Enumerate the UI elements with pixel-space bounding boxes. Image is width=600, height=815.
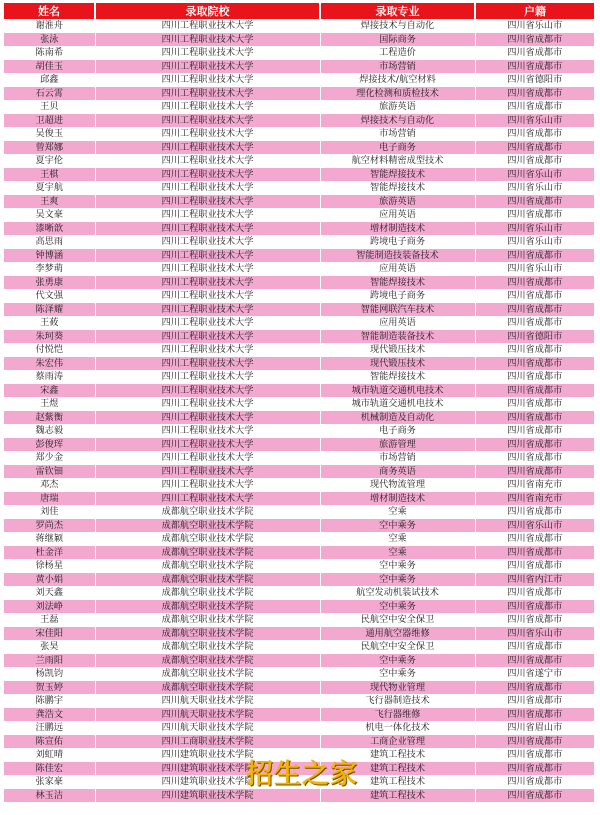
cell-major: 旅游管理 <box>320 438 475 452</box>
cell-name: 龚浩文 <box>4 708 95 722</box>
cell-name: 赵紫衡 <box>4 411 95 425</box>
cell-school: 四川工程职业技术大学 <box>95 303 320 317</box>
cell-name: 杨凯钧 <box>4 667 95 681</box>
cell-name: 王爽 <box>4 195 95 209</box>
cell-name: 汪鹏远 <box>4 721 95 735</box>
cell-school: 四川工程职业技术大学 <box>95 208 320 222</box>
table-row <box>4 721 594 735</box>
table-row <box>4 87 594 101</box>
table-row <box>4 357 594 371</box>
table-row <box>4 303 594 317</box>
cell-school: 成都航空职业技术学院 <box>95 640 320 654</box>
table-row <box>4 235 594 249</box>
cell-school: 四川工程职业技术大学 <box>95 451 320 465</box>
cell-name: 林玉洁 <box>4 789 95 803</box>
cell-school: 成都航空职业技术学院 <box>95 505 320 519</box>
cell-hometown: 四川省成都市 <box>475 303 594 317</box>
cell-hometown: 四川省成都市 <box>475 384 594 398</box>
cell-name: 吴俊玉 <box>4 127 95 141</box>
cell-school: 四川航天职业技术学院 <box>95 721 320 735</box>
cell-major: 空乘 <box>320 532 475 546</box>
cell-major: 旅游英语 <box>320 195 475 209</box>
cell-major: 市场营销 <box>320 60 475 74</box>
cell-name: 宋佳阳 <box>4 627 95 641</box>
cell-name: 雷钦钿 <box>4 465 95 479</box>
cell-school: 成都航空职业技术学院 <box>95 586 320 600</box>
cell-school: 成都航空职业技术学院 <box>95 613 320 627</box>
cell-name: 刘法峥 <box>4 600 95 614</box>
table-row <box>4 100 594 114</box>
cell-major: 民航空中安全保卫 <box>320 640 475 654</box>
cell-hometown: 四川省成都市 <box>475 370 594 384</box>
admission-table <box>4 3 594 802</box>
cell-major: 电子商务 <box>320 424 475 438</box>
header-major: 录取专业 <box>320 3 475 19</box>
cell-name: 陈南希 <box>4 46 95 60</box>
table-row <box>4 627 594 641</box>
cell-school: 四川工程职业技术大学 <box>95 424 320 438</box>
cell-major: 空中乘务 <box>320 600 475 614</box>
cell-hometown: 四川省成都市 <box>475 154 594 168</box>
cell-school: 四川工程职业技术大学 <box>95 397 320 411</box>
table-row <box>4 127 594 141</box>
cell-hometown: 四川省成都市 <box>475 748 594 762</box>
cell-name: 徐杨星 <box>4 559 95 573</box>
cell-name: 张勇康 <box>4 276 95 290</box>
cell-hometown: 四川省成都市 <box>475 100 594 114</box>
cell-hometown: 四川省成都市 <box>475 613 594 627</box>
cell-school: 四川工程职业技术大学 <box>95 73 320 87</box>
cell-name: 刘佳 <box>4 505 95 519</box>
cell-name: 高思雨 <box>4 235 95 249</box>
cell-major: 跨境电子商务 <box>320 289 475 303</box>
cell-name: 陈泽耀 <box>4 303 95 317</box>
cell-major: 城市轨道交通机电技术 <box>320 384 475 398</box>
table-row <box>4 114 594 128</box>
cell-name: 李梦萌 <box>4 262 95 276</box>
cell-hometown: 四川省成都市 <box>475 289 594 303</box>
cell-school: 四川工程职业技术大学 <box>95 168 320 182</box>
cell-name: 郑少金 <box>4 451 95 465</box>
cell-major: 现代物流管理 <box>320 478 475 492</box>
cell-hometown: 四川省乐山市 <box>475 235 594 249</box>
table-row <box>4 262 594 276</box>
cell-hometown: 四川省成都市 <box>475 586 594 600</box>
table-row <box>4 438 594 452</box>
cell-school: 四川工程职业技术大学 <box>95 478 320 492</box>
cell-name: 贺玉婷 <box>4 681 95 695</box>
cell-name: 夏宇航 <box>4 181 95 195</box>
table-row <box>4 370 594 384</box>
cell-hometown: 四川省德阳市 <box>475 330 594 344</box>
cell-hometown: 四川省乐山市 <box>475 519 594 533</box>
cell-major: 现代锻压技术 <box>320 343 475 357</box>
cell-school: 四川工程职业技术大学 <box>95 316 320 330</box>
cell-school: 成都航空职业技术学院 <box>95 573 320 587</box>
cell-major: 工商企业管理 <box>320 735 475 749</box>
cell-major: 建筑工程技术 <box>320 775 475 789</box>
table-row <box>4 397 594 411</box>
cell-school: 四川建筑职业技术学院 <box>95 748 320 762</box>
cell-school: 四川工程职业技术大学 <box>95 141 320 155</box>
cell-name: 朱珂葵 <box>4 330 95 344</box>
cell-name: 谢淮舟 <box>4 19 95 33</box>
cell-name: 张家豪 <box>4 775 95 789</box>
table-row <box>4 46 594 60</box>
table-row <box>4 586 594 600</box>
table-row <box>4 600 594 614</box>
cell-school: 四川工程职业技术大学 <box>95 100 320 114</box>
cell-hometown: 四川省成都市 <box>475 424 594 438</box>
cell-name: 曾郑娜 <box>4 141 95 155</box>
cell-school: 四川工程职业技术大学 <box>95 114 320 128</box>
cell-school: 成都航空职业技术学院 <box>95 546 320 560</box>
cell-name: 蒋继颖 <box>4 532 95 546</box>
cell-school: 成都航空职业技术学院 <box>95 654 320 668</box>
cell-school: 四川工程职业技术大学 <box>95 154 320 168</box>
table-row <box>4 505 594 519</box>
table-row <box>4 478 594 492</box>
cell-major: 空中乘务 <box>320 654 475 668</box>
cell-major: 应用英语 <box>320 208 475 222</box>
table-row <box>4 573 594 587</box>
cell-name: 卫超进 <box>4 114 95 128</box>
cell-major: 飞行器制造技术 <box>320 694 475 708</box>
cell-major: 智能制造装备技术 <box>320 330 475 344</box>
cell-major: 民航空中安全保卫 <box>320 613 475 627</box>
cell-hometown: 四川省成都市 <box>475 411 594 425</box>
cell-major: 建筑工程技术 <box>320 748 475 762</box>
cell-school: 成都航空职业技术学院 <box>95 681 320 695</box>
cell-school: 四川工程职业技术大学 <box>95 343 320 357</box>
table-row <box>4 222 594 236</box>
cell-name: 蔡雨涛 <box>4 370 95 384</box>
cell-hometown: 四川省成都市 <box>475 249 594 263</box>
cell-major: 市场营销 <box>320 127 475 141</box>
cell-school: 成都航空职业技术学院 <box>95 667 320 681</box>
cell-major: 航空材料精密成型技术 <box>320 154 475 168</box>
cell-major: 智能焊接技术 <box>320 370 475 384</box>
cell-major: 理化检测和质检技术 <box>320 87 475 101</box>
cell-school: 四川工程职业技术大学 <box>95 127 320 141</box>
table-row <box>4 424 594 438</box>
cell-hometown: 四川省成都市 <box>475 87 594 101</box>
cell-major: 增材制造技术 <box>320 492 475 506</box>
cell-name: 彭俊珲 <box>4 438 95 452</box>
cell-name: 罗尚杰 <box>4 519 95 533</box>
cell-name: 张昊 <box>4 640 95 654</box>
cell-name: 刘虹晴 <box>4 748 95 762</box>
cell-major: 焊接技术/航空材料 <box>320 73 475 87</box>
header-name: 姓名 <box>4 3 95 19</box>
table-row <box>4 141 594 155</box>
cell-name: 王贝 <box>4 100 95 114</box>
table-row <box>4 154 594 168</box>
table-row <box>4 465 594 479</box>
cell-major: 现代锻压技术 <box>320 357 475 371</box>
cell-school: 四川工程职业技术大学 <box>95 235 320 249</box>
cell-major: 旅游英语 <box>320 100 475 114</box>
cell-hometown: 四川省成都市 <box>475 451 594 465</box>
cell-major: 航空发动机装试技术 <box>320 586 475 600</box>
cell-name: 黄小娟 <box>4 573 95 587</box>
cell-hometown: 四川省成都市 <box>475 141 594 155</box>
table-row <box>4 451 594 465</box>
watermark-logo: 招生之家 <box>246 759 358 790</box>
cell-name: 兰雨阳 <box>4 654 95 668</box>
cell-hometown: 四川省乐山市 <box>475 168 594 182</box>
cell-school: 四川工程职业技术大学 <box>95 33 320 47</box>
cell-hometown: 四川省成都市 <box>475 208 594 222</box>
cell-name: 吴文豪 <box>4 208 95 222</box>
cell-major: 城市轨道交通机电技术 <box>320 397 475 411</box>
table-row <box>4 276 594 290</box>
cell-hometown: 四川省南充市 <box>475 492 594 506</box>
header-school: 录取院校 <box>95 3 320 19</box>
cell-school: 四川工程职业技术大学 <box>95 384 320 398</box>
cell-name: 刘天鑫 <box>4 586 95 600</box>
cell-major: 空乘 <box>320 505 475 519</box>
cell-hometown: 四川省成都市 <box>475 559 594 573</box>
cell-name: 陈宣佑 <box>4 735 95 749</box>
table-row <box>4 613 594 627</box>
cell-name: 邓杰 <box>4 478 95 492</box>
cell-hometown: 四川省成都市 <box>475 60 594 74</box>
cell-hometown: 四川省南充市 <box>475 478 594 492</box>
cell-school: 四川建筑职业技术学院 <box>95 775 320 789</box>
cell-major: 跨境电子商务 <box>320 235 475 249</box>
cell-hometown: 四川省成都市 <box>475 276 594 290</box>
cell-hometown: 四川省眉山市 <box>475 721 594 735</box>
table-row <box>4 546 594 560</box>
table-body <box>4 19 594 802</box>
cell-school: 四川工程职业技术大学 <box>95 492 320 506</box>
cell-name: 漆晰歆 <box>4 222 95 236</box>
cell-hometown: 四川省乐山市 <box>475 627 594 641</box>
cell-major: 空中乘务 <box>320 573 475 587</box>
cell-name: 王莜 <box>4 316 95 330</box>
table-row <box>4 249 594 263</box>
cell-hometown: 四川省成都市 <box>475 735 594 749</box>
cell-major: 应用英语 <box>320 262 475 276</box>
cell-hometown: 四川省成都市 <box>475 708 594 722</box>
cell-hometown: 四川省成都市 <box>475 505 594 519</box>
cell-hometown: 四川省成都市 <box>475 546 594 560</box>
table-row <box>4 559 594 573</box>
table-row <box>4 181 594 195</box>
cell-school: 成都航空职业技术学院 <box>95 600 320 614</box>
table-row <box>4 33 594 47</box>
cell-hometown: 四川省成都市 <box>475 681 594 695</box>
cell-hometown: 四川省德阳市 <box>475 73 594 87</box>
table-row <box>4 168 594 182</box>
cell-name: 王煜 <box>4 397 95 411</box>
table-row <box>4 654 594 668</box>
header-hometown: 户籍 <box>475 3 594 19</box>
cell-major: 电子商务 <box>320 141 475 155</box>
cell-name: 胡佳玉 <box>4 60 95 74</box>
cell-major: 空中乘务 <box>320 559 475 573</box>
cell-school: 四川工程职业技术大学 <box>95 289 320 303</box>
table-row <box>4 411 594 425</box>
cell-major: 国际商务 <box>320 33 475 47</box>
cell-name: 邱鑫 <box>4 73 95 87</box>
table-row <box>4 492 594 506</box>
cell-school: 成都航空职业技术学院 <box>95 519 320 533</box>
cell-school: 四川工程职业技术大学 <box>95 276 320 290</box>
table-row <box>4 316 594 330</box>
table-row <box>4 735 594 749</box>
cell-school: 四川航天职业技术学院 <box>95 694 320 708</box>
cell-name: 石云霄 <box>4 87 95 101</box>
cell-school: 四川工商职业技术学院 <box>95 735 320 749</box>
cell-school: 四川工程职业技术大学 <box>95 195 320 209</box>
cell-major: 空乘 <box>320 546 475 560</box>
admission-table-container <box>4 3 594 802</box>
cell-hometown: 四川省成都市 <box>475 654 594 668</box>
cell-school: 成都航空职业技术学院 <box>95 532 320 546</box>
cell-major: 建筑工程技术 <box>320 789 475 803</box>
cell-major: 空中乘务 <box>320 519 475 533</box>
table-header-row <box>4 3 594 19</box>
cell-major: 应用英语 <box>320 316 475 330</box>
cell-school: 四川工程职业技术大学 <box>95 357 320 371</box>
cell-major: 机电一体化技术 <box>320 721 475 735</box>
cell-major: 市场营销 <box>320 451 475 465</box>
table-row <box>4 73 594 87</box>
cell-hometown: 四川省成都市 <box>475 640 594 654</box>
cell-hometown: 四川省成都市 <box>475 397 594 411</box>
cell-major: 空中乘务 <box>320 667 475 681</box>
table-row <box>4 694 594 708</box>
cell-name: 朱宏伟 <box>4 357 95 371</box>
cell-name: 陈佳宏 <box>4 762 95 776</box>
cell-hometown: 四川省遂宁市 <box>475 667 594 681</box>
cell-hometown: 四川省内江市 <box>475 573 594 587</box>
cell-major: 飞行器维修 <box>320 708 475 722</box>
table-row <box>4 681 594 695</box>
cell-school: 四川工程职业技术大学 <box>95 465 320 479</box>
table-row <box>4 343 594 357</box>
cell-hometown: 四川省成都市 <box>475 127 594 141</box>
table-row <box>4 640 594 654</box>
cell-name: 代文强 <box>4 289 95 303</box>
table-row <box>4 532 594 546</box>
table-row <box>4 330 594 344</box>
cell-major: 智能焊接技术 <box>320 168 475 182</box>
cell-school: 四川工程职业技术大学 <box>95 19 320 33</box>
cell-major: 通用航空器维修 <box>320 627 475 641</box>
cell-hometown: 四川省成都市 <box>475 33 594 47</box>
cell-hometown: 四川省成都市 <box>475 532 594 546</box>
cell-hometown: 四川省成都市 <box>475 762 594 776</box>
table-row <box>4 384 594 398</box>
cell-hometown: 四川省成都市 <box>475 357 594 371</box>
cell-major: 现代物业管理 <box>320 681 475 695</box>
cell-school: 四川工程职业技术大学 <box>95 262 320 276</box>
cell-school: 四川工程职业技术大学 <box>95 438 320 452</box>
cell-hometown: 四川省成都市 <box>475 438 594 452</box>
cell-hometown: 四川省成都市 <box>475 775 594 789</box>
cell-hometown: 四川省成都市 <box>475 465 594 479</box>
cell-school: 四川工程职业技术大学 <box>95 249 320 263</box>
cell-hometown: 四川省乐山市 <box>475 114 594 128</box>
cell-school: 四川工程职业技术大学 <box>95 330 320 344</box>
table-row <box>4 519 594 533</box>
cell-hometown: 四川省乐山市 <box>475 19 594 33</box>
cell-school: 成都航空职业技术学院 <box>95 559 320 573</box>
table-row <box>4 195 594 209</box>
cell-hometown: 四川省成都市 <box>475 789 594 803</box>
cell-name: 宋鑫 <box>4 384 95 398</box>
cell-major: 焊接技术与自动化 <box>320 114 475 128</box>
cell-major: 建筑工程技术 <box>320 762 475 776</box>
table-row <box>4 708 594 722</box>
cell-school: 四川工程职业技术大学 <box>95 60 320 74</box>
cell-name: 夏宇伦 <box>4 154 95 168</box>
cell-name: 魏志毅 <box>4 424 95 438</box>
cell-school: 四川建筑职业技术学院 <box>95 762 320 776</box>
cell-name: 陈鹏宇 <box>4 694 95 708</box>
cell-name: 王磊 <box>4 613 95 627</box>
cell-hometown: 四川省成都市 <box>475 316 594 330</box>
cell-school: 四川工程职业技术大学 <box>95 222 320 236</box>
cell-major: 智能网联汽车技术 <box>320 303 475 317</box>
table-row <box>4 208 594 222</box>
cell-major: 商务英语 <box>320 465 475 479</box>
cell-school: 四川工程职业技术大学 <box>95 87 320 101</box>
cell-hometown: 四川省乐山市 <box>475 262 594 276</box>
cell-school: 四川建筑职业技术学院 <box>95 789 320 803</box>
cell-hometown: 四川省乐山市 <box>475 222 594 236</box>
cell-hometown: 四川省成都市 <box>475 600 594 614</box>
cell-school: 四川工程职业技术大学 <box>95 411 320 425</box>
cell-hometown: 四川省乐山市 <box>475 181 594 195</box>
cell-name: 王棋 <box>4 168 95 182</box>
cell-name: 杜金洋 <box>4 546 95 560</box>
cell-hometown: 四川省成都市 <box>475 195 594 209</box>
cell-name: 唐瑞 <box>4 492 95 506</box>
cell-major: 机械制造及自动化 <box>320 411 475 425</box>
cell-name: 张泳 <box>4 33 95 47</box>
cell-school: 四川工程职业技术大学 <box>95 46 320 60</box>
cell-school: 四川工程职业技术大学 <box>95 181 320 195</box>
table-row <box>4 289 594 303</box>
cell-name: 钟博涵 <box>4 249 95 263</box>
cell-major: 智能焊接技术 <box>320 276 475 290</box>
cell-hometown: 四川省成都市 <box>475 694 594 708</box>
table-row <box>4 19 594 33</box>
cell-major: 增材制造技术 <box>320 222 475 236</box>
cell-name: 付悦恺 <box>4 343 95 357</box>
table-row <box>4 667 594 681</box>
table-row <box>4 60 594 74</box>
cell-school: 四川工程职业技术大学 <box>95 370 320 384</box>
cell-major: 焊接技术与自动化 <box>320 19 475 33</box>
cell-major: 智能制造技装备技术 <box>320 249 475 263</box>
cell-hometown: 四川省成都市 <box>475 46 594 60</box>
cell-hometown: 四川省成都市 <box>475 343 594 357</box>
cell-major: 智能焊接技术 <box>320 181 475 195</box>
cell-school: 四川航天职业技术学院 <box>95 708 320 722</box>
cell-major: 工程造价 <box>320 46 475 60</box>
cell-school: 成都航空职业技术学院 <box>95 627 320 641</box>
